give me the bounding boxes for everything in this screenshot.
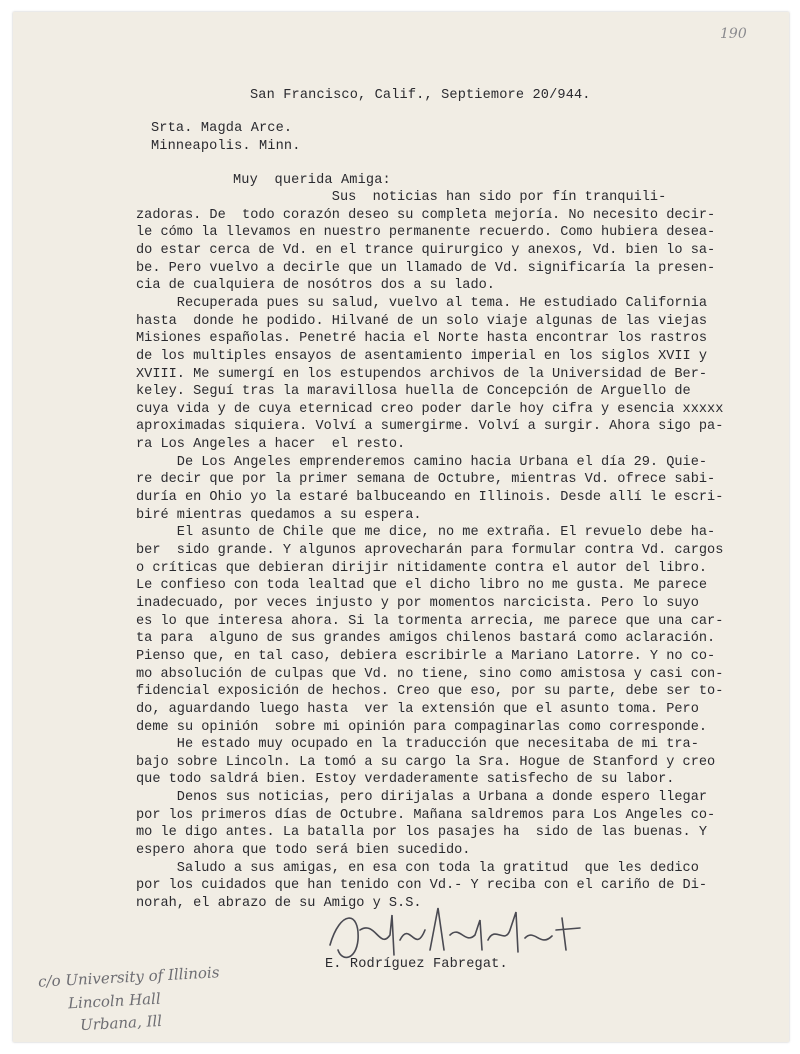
letter-line: keley. Seguí tras la maravillosa huella de Concepción de Arguello de xyxy=(136,384,691,400)
dateline: San Francisco, Calif., Septiemore 20/944. xyxy=(250,88,591,103)
letter-line: XVIII. Me sumergí en los estupendos archivos de la Universidad de Ber- xyxy=(136,366,708,382)
letter-line: ra Los Angeles a hacer el resto. xyxy=(136,437,406,453)
letter-line: He estado muy ocupado en la traducción que necesitaba de mi tra- xyxy=(136,737,699,753)
letter-line: cia de cualquiera de nosótros dos a su lado. xyxy=(136,278,495,294)
recipient-city: Minneapolis. Minn. xyxy=(151,139,301,154)
salutation: Muy querida Amiga: xyxy=(233,173,391,188)
letter-line: ta para alguno de sus grandes amigos chilenos bastará como aclaración. xyxy=(136,631,716,647)
recipient-name: Srta. Magda Arce. xyxy=(151,121,293,136)
letter-line: fidencial exposición de hechos. Creo que eso, por su parte, debe ser to- xyxy=(136,684,724,700)
letter-line: mo absolución de culpas que Vd. no tiene, sino como amistosa y casi con- xyxy=(136,666,724,682)
letter-line: zadoras. De todo corazón deseo su completa mejoría. No necesito decir- xyxy=(136,207,716,223)
letter-line: Denos sus noticias, pero dirijalas a Urbana a donde espero llegar xyxy=(136,790,708,806)
letter-line: de los multiples ensayos de asentamiento imperial en los siglos XVII y xyxy=(136,348,708,364)
letter-line: norah, el abrazo de su Amigo y S.S. xyxy=(136,896,422,911)
letter-line: Misiones españolas. Penetré hacia el Norte hasta encontrar los rastros xyxy=(136,331,708,347)
letter-line: le cómo la llevamos en nuestro permanente recuerdo. Como hubiera desea- xyxy=(136,225,716,241)
letter-line: por los cuidados que han tenido con Vd.- Y reciba con el cariño de Di- xyxy=(136,878,708,894)
handwritten-note-line-3: Urbana, Ill xyxy=(79,1011,163,1035)
letter-line: Saludo a sus amigas, en esa con toda la gratitud que les dedico xyxy=(136,860,699,876)
letter-line: bajo sobre Lincoln. La tomó a su cargo la Sra. Hogue de Stanford y creo xyxy=(136,754,716,770)
letter-line: ber sido grande. Y algunos aprovecharán para formular contra Vd. cargos xyxy=(136,543,724,558)
letter-line: De Los Angeles emprenderemos camino hacia Urbana el día 29. Quie- xyxy=(136,454,708,470)
letter-line: inadecuado, por veces injusto y por momentos narcicista. Pero lo suyo xyxy=(136,595,699,611)
letter-line: deme su opinión sobre mi opinión para compaginarlas como corresponde. xyxy=(136,719,708,735)
letter-line: cuya vida y de cuya eternicad creo poder darle hoy cifra y esencia xxxxx xyxy=(136,401,724,417)
letter-line: duría en Ohio yo la estaré balbuceando en Illinois. Desde allí le escri- xyxy=(136,490,724,506)
letter-line: El asunto de Chile que me dice, no me extraña. El revuelo debe ha- xyxy=(136,525,716,541)
letter-line: do estar cerca de Vd. en el trance quirurgico y anexos, Vd. bien lo sa- xyxy=(136,242,716,258)
letter-line: aproximadas siquiera. Volví a sumergirme. Volví a surgir. Ahora sigo pa- xyxy=(136,419,724,435)
letter-line: biré mientras quedamos a su espera. xyxy=(136,507,422,523)
letter-line: be. Pero vuelvo a decirle que un llamado de Vd. significaría la presen- xyxy=(136,260,716,276)
letter-line: es lo que interesa ahora. Si la tormenta arrecia, me parece que una car- xyxy=(136,613,724,629)
letter-line: Recuperada pues su salud, vuelvo al tema. He estudiado California xyxy=(136,295,708,311)
typed-signature: E. Rodríguez Fabregat. xyxy=(325,957,508,972)
folio-number: 190 xyxy=(720,26,747,42)
letter-line: espero ahora que todo será bien sucedido. xyxy=(136,843,471,859)
letter-line: que todo saldrá bien. Estoy verdaderamente satisfecho de su labor. xyxy=(136,772,675,788)
letter-line: por los primeros días de Octubre. Mañana saldremos para Los Angeles co- xyxy=(136,807,716,823)
letter-line: Sus noticias han sido por fín tranquili- xyxy=(136,190,667,205)
letter-line: Pienso que, en tal caso, debiera escribirle a Mariano Latorre. Y no co- xyxy=(136,648,716,664)
handwritten-note-line-1: c/o University of Illinois xyxy=(37,963,220,991)
letter-line: o críticas que debieran dirijir nitidamente contra el autor del libro. xyxy=(136,560,708,576)
letter-line: mo le digo antes. La batalla por los pasajes ha sido de las buenas. Y xyxy=(136,825,708,841)
letter-line: hasta donde he podido. Hilvané de un solo viaje algunas de las viejas xyxy=(136,313,708,329)
letter-line: Le confieso con toda lealtad que el dicho libro no me gusta. Me parece xyxy=(136,578,708,594)
letter-line: do, aguardando luego hasta ver la extensión que el asunto toma. Pero xyxy=(136,701,699,717)
handwritten-note-line-2: Lincoln Hall xyxy=(67,989,162,1013)
letter-line: re decir que por la primer semana de Octubre, mientras Vd. ofrece sabi- xyxy=(136,472,716,488)
